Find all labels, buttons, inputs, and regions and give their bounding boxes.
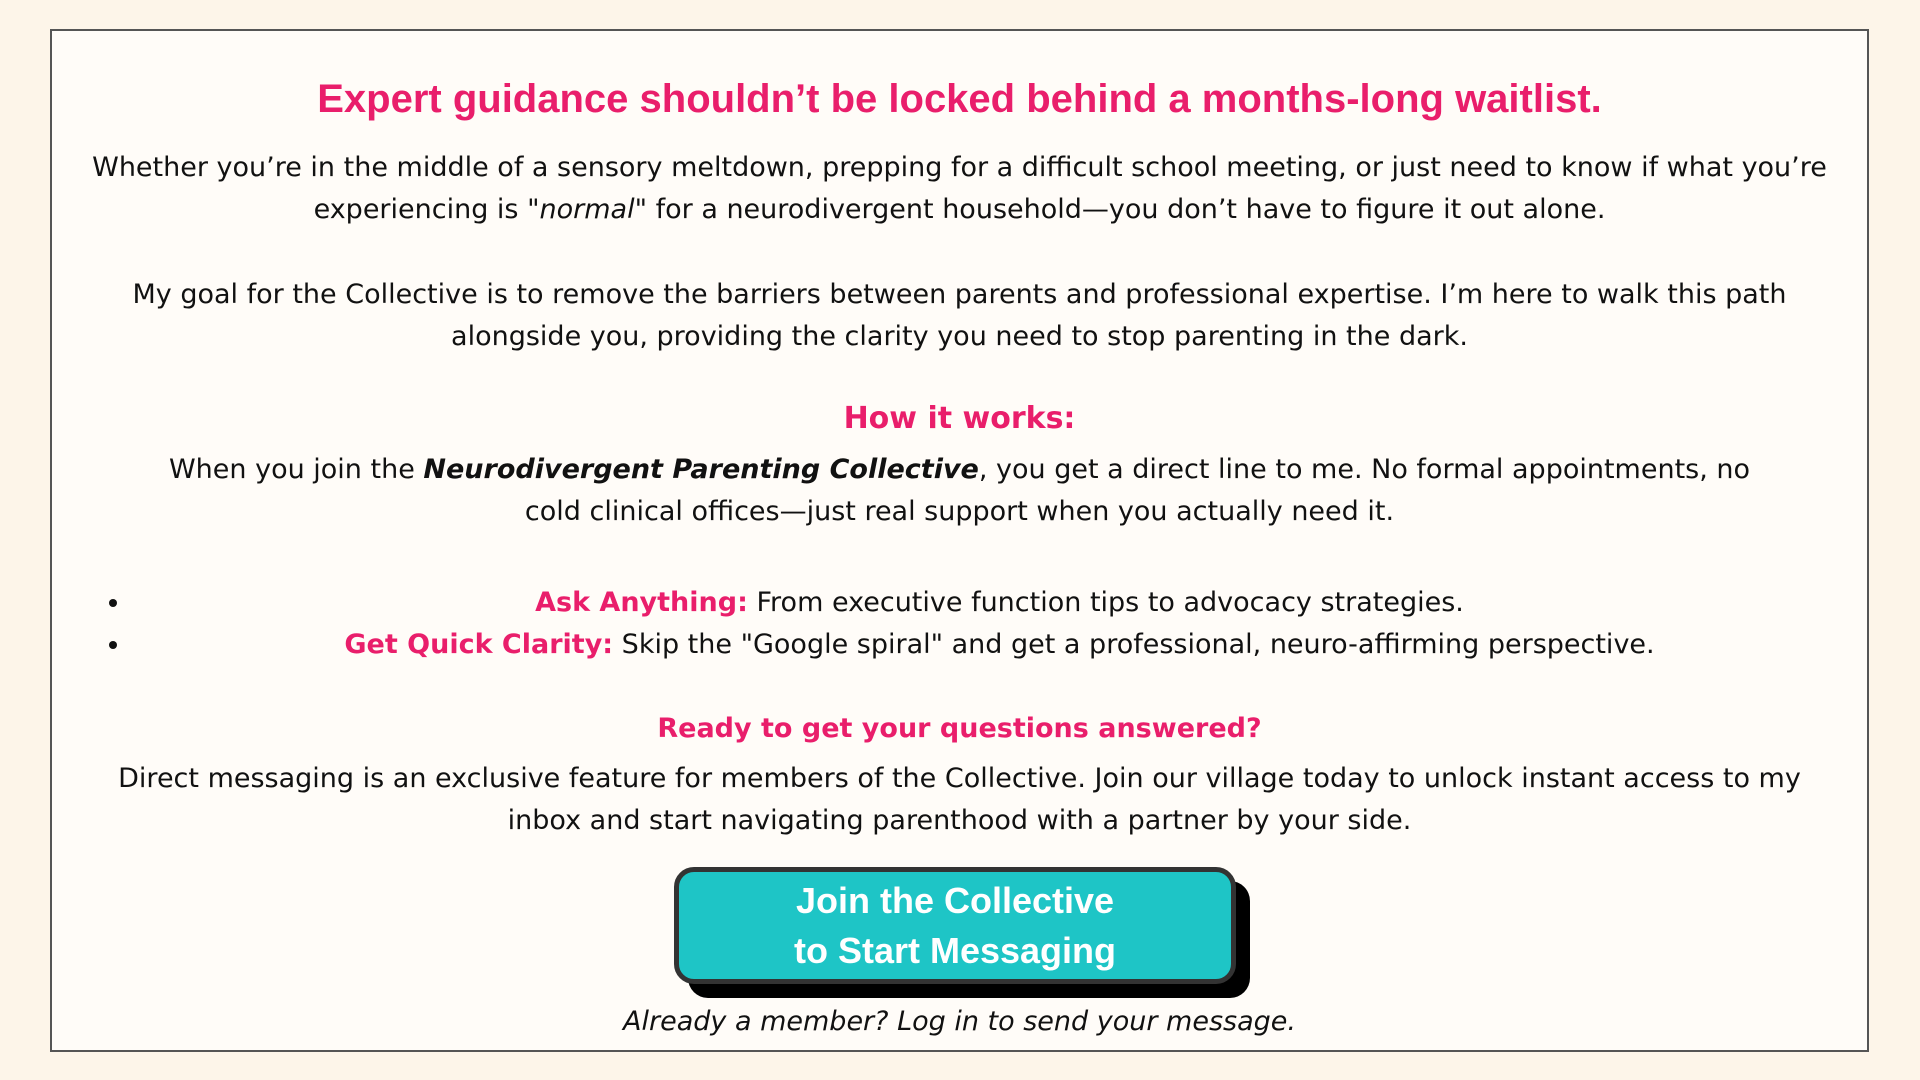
how-heading: How it works:: [843, 401, 1076, 436]
ready-heading: Ready to get your questions answered?: [657, 713, 1262, 744]
list-item: [132, 582, 1867, 624]
how-paragraph: [52, 449, 1867, 533]
bullet-text: From executive function tips to advocacy strategies.: [747, 587, 1464, 618]
intro-text-end: " for a neurodivergent household—you don’t have to figure it out alone.: [634, 194, 1606, 225]
bullet-label: Ask Anything:: [535, 587, 748, 618]
list-item: [132, 624, 1867, 666]
how-text: When you join the: [168, 454, 424, 485]
how-text-end: , you get a direct line to me. No formal appointments, no cold clinical offices—just real support when you actually need it.: [524, 454, 1751, 527]
button-label-line1: Join the Collective: [795, 879, 1115, 921]
bullet-text: Skip the "Google spiral" and get a professional, neuro-affirming perspective.: [613, 629, 1655, 660]
button-label-line2: to Start Messaging: [793, 929, 1117, 971]
login-link[interactable]: Already a member? Log in to send your message.: [623, 1006, 1296, 1037]
collective-name: Neurodivergent Parenting Collective: [423, 454, 979, 485]
bullet-label: Get Quick Clarity:: [344, 629, 614, 660]
join-collective-button[interactable]: [674, 867, 1236, 984]
intro-text: Whether you’re in the middle of a sensory meltdown, prepping for a difficult school meeting, or just need to know if what you’re experiencing is ": [92, 152, 1827, 225]
intro-paragraph: [52, 147, 1867, 231]
intro-emphasis: normal: [539, 194, 635, 225]
message-card: [50, 29, 1869, 1052]
ready-paragraph: Direct messaging is an exclusive feature for members of the Collective. Join our village today to unlock instant access to my inbox and start navigating parenthood with a partner by your side.: [118, 763, 1801, 836]
benefits-list: [52, 582, 1867, 666]
page-title: Expert guidance shouldn’t be locked behind a months-long waitlist.: [317, 77, 1602, 121]
join-button-wrap: [674, 867, 1236, 984]
goal-paragraph: My goal for the Collective is to remove the barriers between parents and professional expertise. I’m here to walk this path alongside you, providing the clarity you need to stop parenting in the dark.: [132, 279, 1787, 352]
